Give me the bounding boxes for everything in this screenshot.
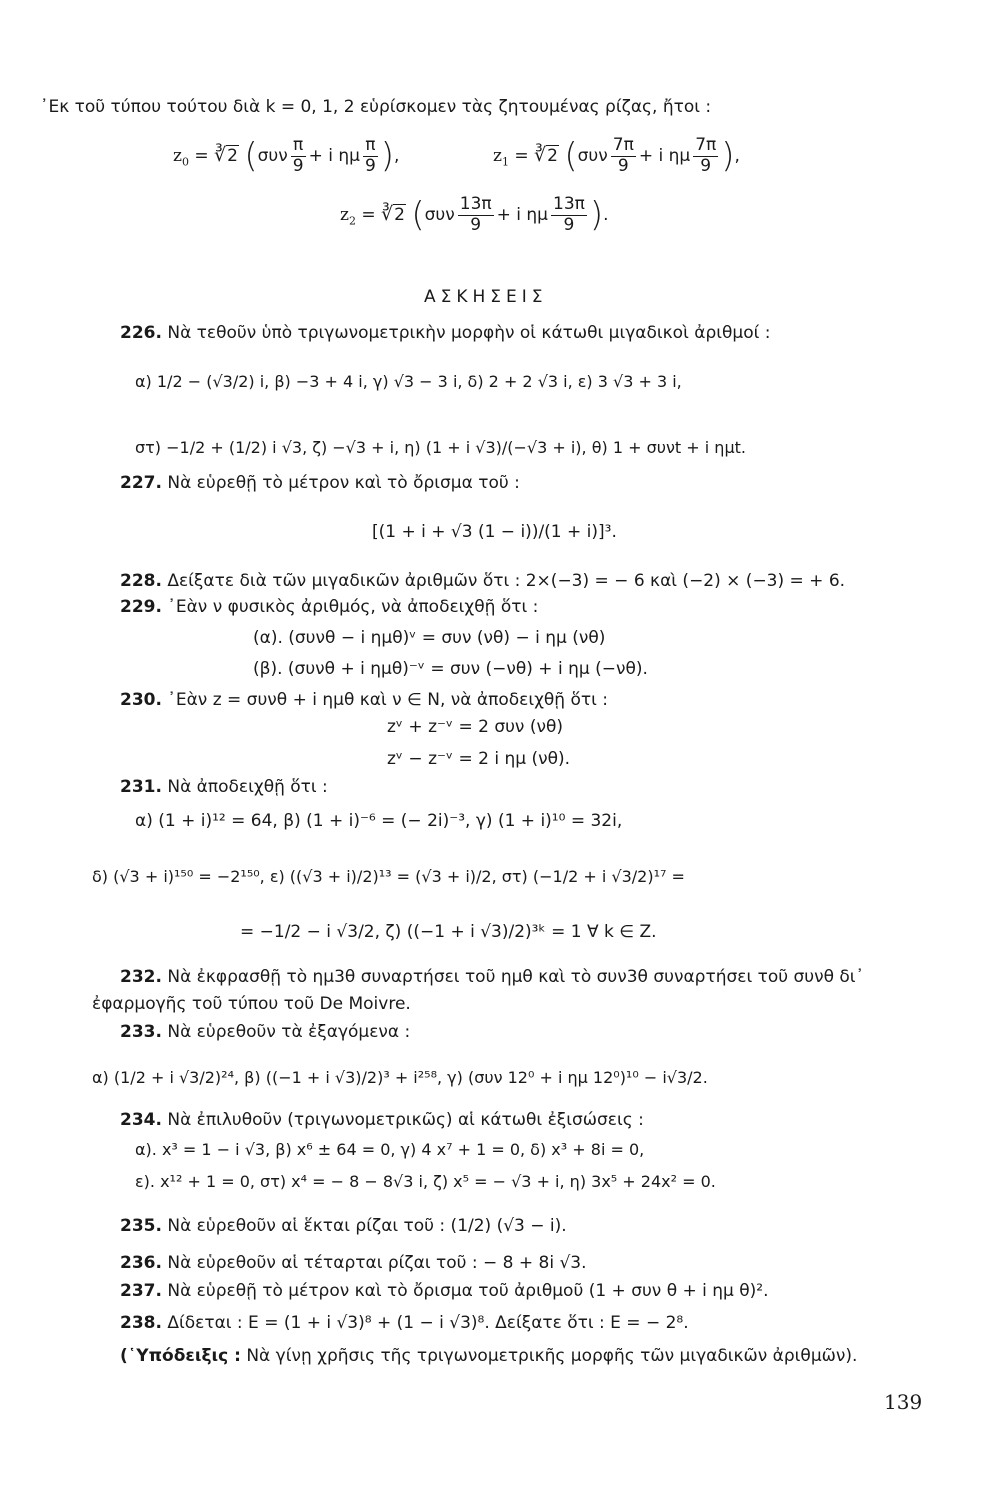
exercise-229-a: (α). (συνθ − i ημθ)ᵛ = συν (νθ) − i ημ (νθ) [253, 628, 606, 648]
exercise-number: 235. [120, 1216, 162, 1236]
exercise-226-line2: στ) −1/2 + (1/2) i √3, ζ) −√3 + i, η) (1 + i √3)/(−√3 + i), θ) 1 + συνt + i ημt. [135, 438, 746, 457]
exercise-226 [120, 323, 771, 344]
exercise-229 [120, 597, 538, 618]
exercise-number: 236. [120, 1253, 162, 1273]
exercise-text: Νὰ ἐπιλυθοῦν (τριγωνομετρικῶς) αἱ κάτωθι ἐξισώσεις : [167, 1110, 644, 1130]
hint-text: Νὰ γίνῃ χρῆσις τῆς τριγωνομετρικῆς μορφῆς τῶν μιγαδικῶν ἀριθμῶν). [246, 1346, 858, 1366]
exercise-number: 234. [120, 1110, 162, 1130]
exercise-230-b: zᵛ − z⁻ᵛ = 2 i ημ (νθ). [387, 749, 571, 769]
exercise-236 [120, 1253, 587, 1274]
exercise-234-line1: α). x³ = 1 − i √3, β) x⁶ ± 64 = 0, γ) 4 x⁷ + 1 = 0, δ) x³ + 8i = 0, [135, 1140, 645, 1159]
exercise-number: 237. [120, 1281, 162, 1301]
exercise-number: 228. [120, 571, 162, 591]
exercise-text: Δείξατε διὰ τῶν μιγαδικῶν ἀριθμῶν ὅτι : 2×(−3) = − 6 καὶ (−2) × (−3) = + 6. [167, 571, 846, 591]
exercise-number: 233. [120, 1022, 162, 1042]
exercise-text: ᾿Εὰν ν φυσικὸς ἀριθμός, νὰ ἀποδειχθῇ ὅτι : [167, 597, 539, 617]
exercise-text: Νὰ εὑρεθῇ τὸ μέτρον καὶ τὸ ὄρισμα τοῦ : [167, 473, 520, 493]
exercise-235 [120, 1216, 567, 1237]
exercise-232-text2: ἐφαρμογῆς τοῦ τύπου τοῦ De Moivre. [92, 994, 411, 1014]
exercise-text: Νὰ εὑρεθοῦν αἱ τέταρται ρίζαι τοῦ : − 8 + 8i √3. [167, 1253, 587, 1273]
exercise-text: Δίδεται : E = (1 + i √3)⁸ + (1 − i √3)⁸. Δείξατε ὅτι : E = − 2⁸. [167, 1313, 689, 1333]
exercise-230 [120, 690, 608, 711]
exercise-230-a: zᵛ + z⁻ᵛ = 2 συν (νθ) [387, 717, 563, 737]
exercise-228 [120, 571, 845, 592]
exercise-227-expression: [(1 + i + √3 (1 − i))/(1 + i)]³. [372, 522, 617, 542]
intro-text: ᾿Εκ τοῦ τύπου τούτου διὰ k = 0, 1, 2 εὑρίσκομεν τὰς ζητουμένας ρίζας, ἤτοι : [40, 97, 712, 117]
exercise-text: Νὰ τεθοῦν ὑπὸ τριγωνομετρικὴν μορφὴν οἱ κάτωθι μιγαδικοὶ ἀριθμοί : [167, 323, 771, 343]
exercise-233-line1: α) (1/2 + i √3/2)²⁴, β) ((−1 + i √3)/2)³ + i²⁵⁸, γ) (συν 12⁰ + i ημ 12⁰)¹⁰ − i√3/2. [92, 1068, 708, 1087]
exercise-number: 232. [120, 967, 162, 987]
page-number: 139 [884, 1390, 923, 1414]
exercise-number: 238. [120, 1313, 162, 1333]
exercise-234 [120, 1110, 644, 1131]
exercise-number: 226. [120, 323, 162, 343]
root-z2: $z_2$ = ∛2 (συν $\frac{13\pi}{9}$ + i ημ $\frac{13\pi}{9}$ ). [340, 194, 609, 236]
exercise-text: Νὰ εὑρεθοῦν τὰ ἐξαγόμενα : [167, 1022, 411, 1042]
exercise-number: 231. [120, 777, 162, 797]
exercise-232 [120, 967, 864, 988]
exercise-233 [120, 1022, 410, 1043]
hint-label: (῾Υπόδειξις : [120, 1346, 241, 1366]
exercise-text: ᾿Εὰν z = συνθ + i ημθ καὶ ν ∈ N, νὰ ἀποδειχθῇ ὅτι : [167, 690, 608, 710]
exercise-text: Νὰ εὑρεθῇ τὸ μέτρον καὶ τὸ ὄρισμα τοῦ ἀριθμοῦ (1 + συν θ + i ημ θ)². [167, 1281, 769, 1301]
exercise-number: 229. [120, 597, 162, 617]
hint [120, 1346, 857, 1367]
exercise-227 [120, 473, 520, 494]
exercise-234-line2: ε). x¹² + 1 = 0, στ) x⁴ = − 8 − 8√3 i, ζ) x⁵ = − √3 + i, η) 3x⁵ + 24x² = 0. [135, 1172, 716, 1191]
exercise-229-b: (β). (συνθ + i ημθ)⁻ᵛ = συν (−νθ) + i ημ (−νθ). [253, 659, 648, 679]
exercise-237 [120, 1281, 769, 1302]
exercise-text: Νὰ ἐκφρασθῇ τὸ ημ3θ συναρτήσει τοῦ ημθ καὶ τὸ συν3θ συναρτήσει τοῦ συνθ δι᾿ [167, 967, 865, 987]
exercise-number: 230. [120, 690, 162, 710]
section-heading: ΑΣΚΗΣΕΙΣ [424, 287, 548, 307]
exercise-231 [120, 777, 328, 798]
exercise-231-line1: α) (1 + i)¹² = 64, β) (1 + i)⁻⁶ = (− 2i)⁻³, γ) (1 + i)¹⁰ = 32i, [135, 811, 623, 831]
exercise-text: Νὰ εὑρεθοῦν αἱ ἕκται ρίζαι τοῦ : (1/2) (√3 − i). [167, 1216, 567, 1236]
exercise-number: 227. [120, 473, 162, 493]
exercise-text: Νὰ ἀποδειχθῇ ὅτι : [167, 777, 328, 797]
exercise-238 [120, 1313, 689, 1334]
exercise-226-line1: α) 1/2 − (√3/2) i, β) −3 + 4 i, γ) √3 − 3 i, δ) 2 + 2 √3 i, ε) 3 √3 + 3 i, [135, 372, 682, 391]
exercise-231-line2: δ) (√3 + i)¹⁵⁰ = −2¹⁵⁰, ε) ((√3 + i)/2)¹³ = (√3 + i)/2, στ) (−1/2 + i √3/2)¹⁷ = [92, 867, 685, 886]
exercise-231-line3: = −1/2 − i √3/2, ζ) ((−1 + i √3)/2)³ᵏ = 1 ∀ k ∈ Z. [240, 922, 657, 942]
root-z0: $z_0$ = ∛2 (συν $\frac{\pi}{9}$ + i ημ $\frac{\pi}{9}$ ), [173, 135, 400, 177]
root-z1: $z_1$ = ∛2 (συν $\frac{7\pi}{9}$ + i ημ $\frac{7\pi}{9}$ ), [493, 135, 740, 177]
